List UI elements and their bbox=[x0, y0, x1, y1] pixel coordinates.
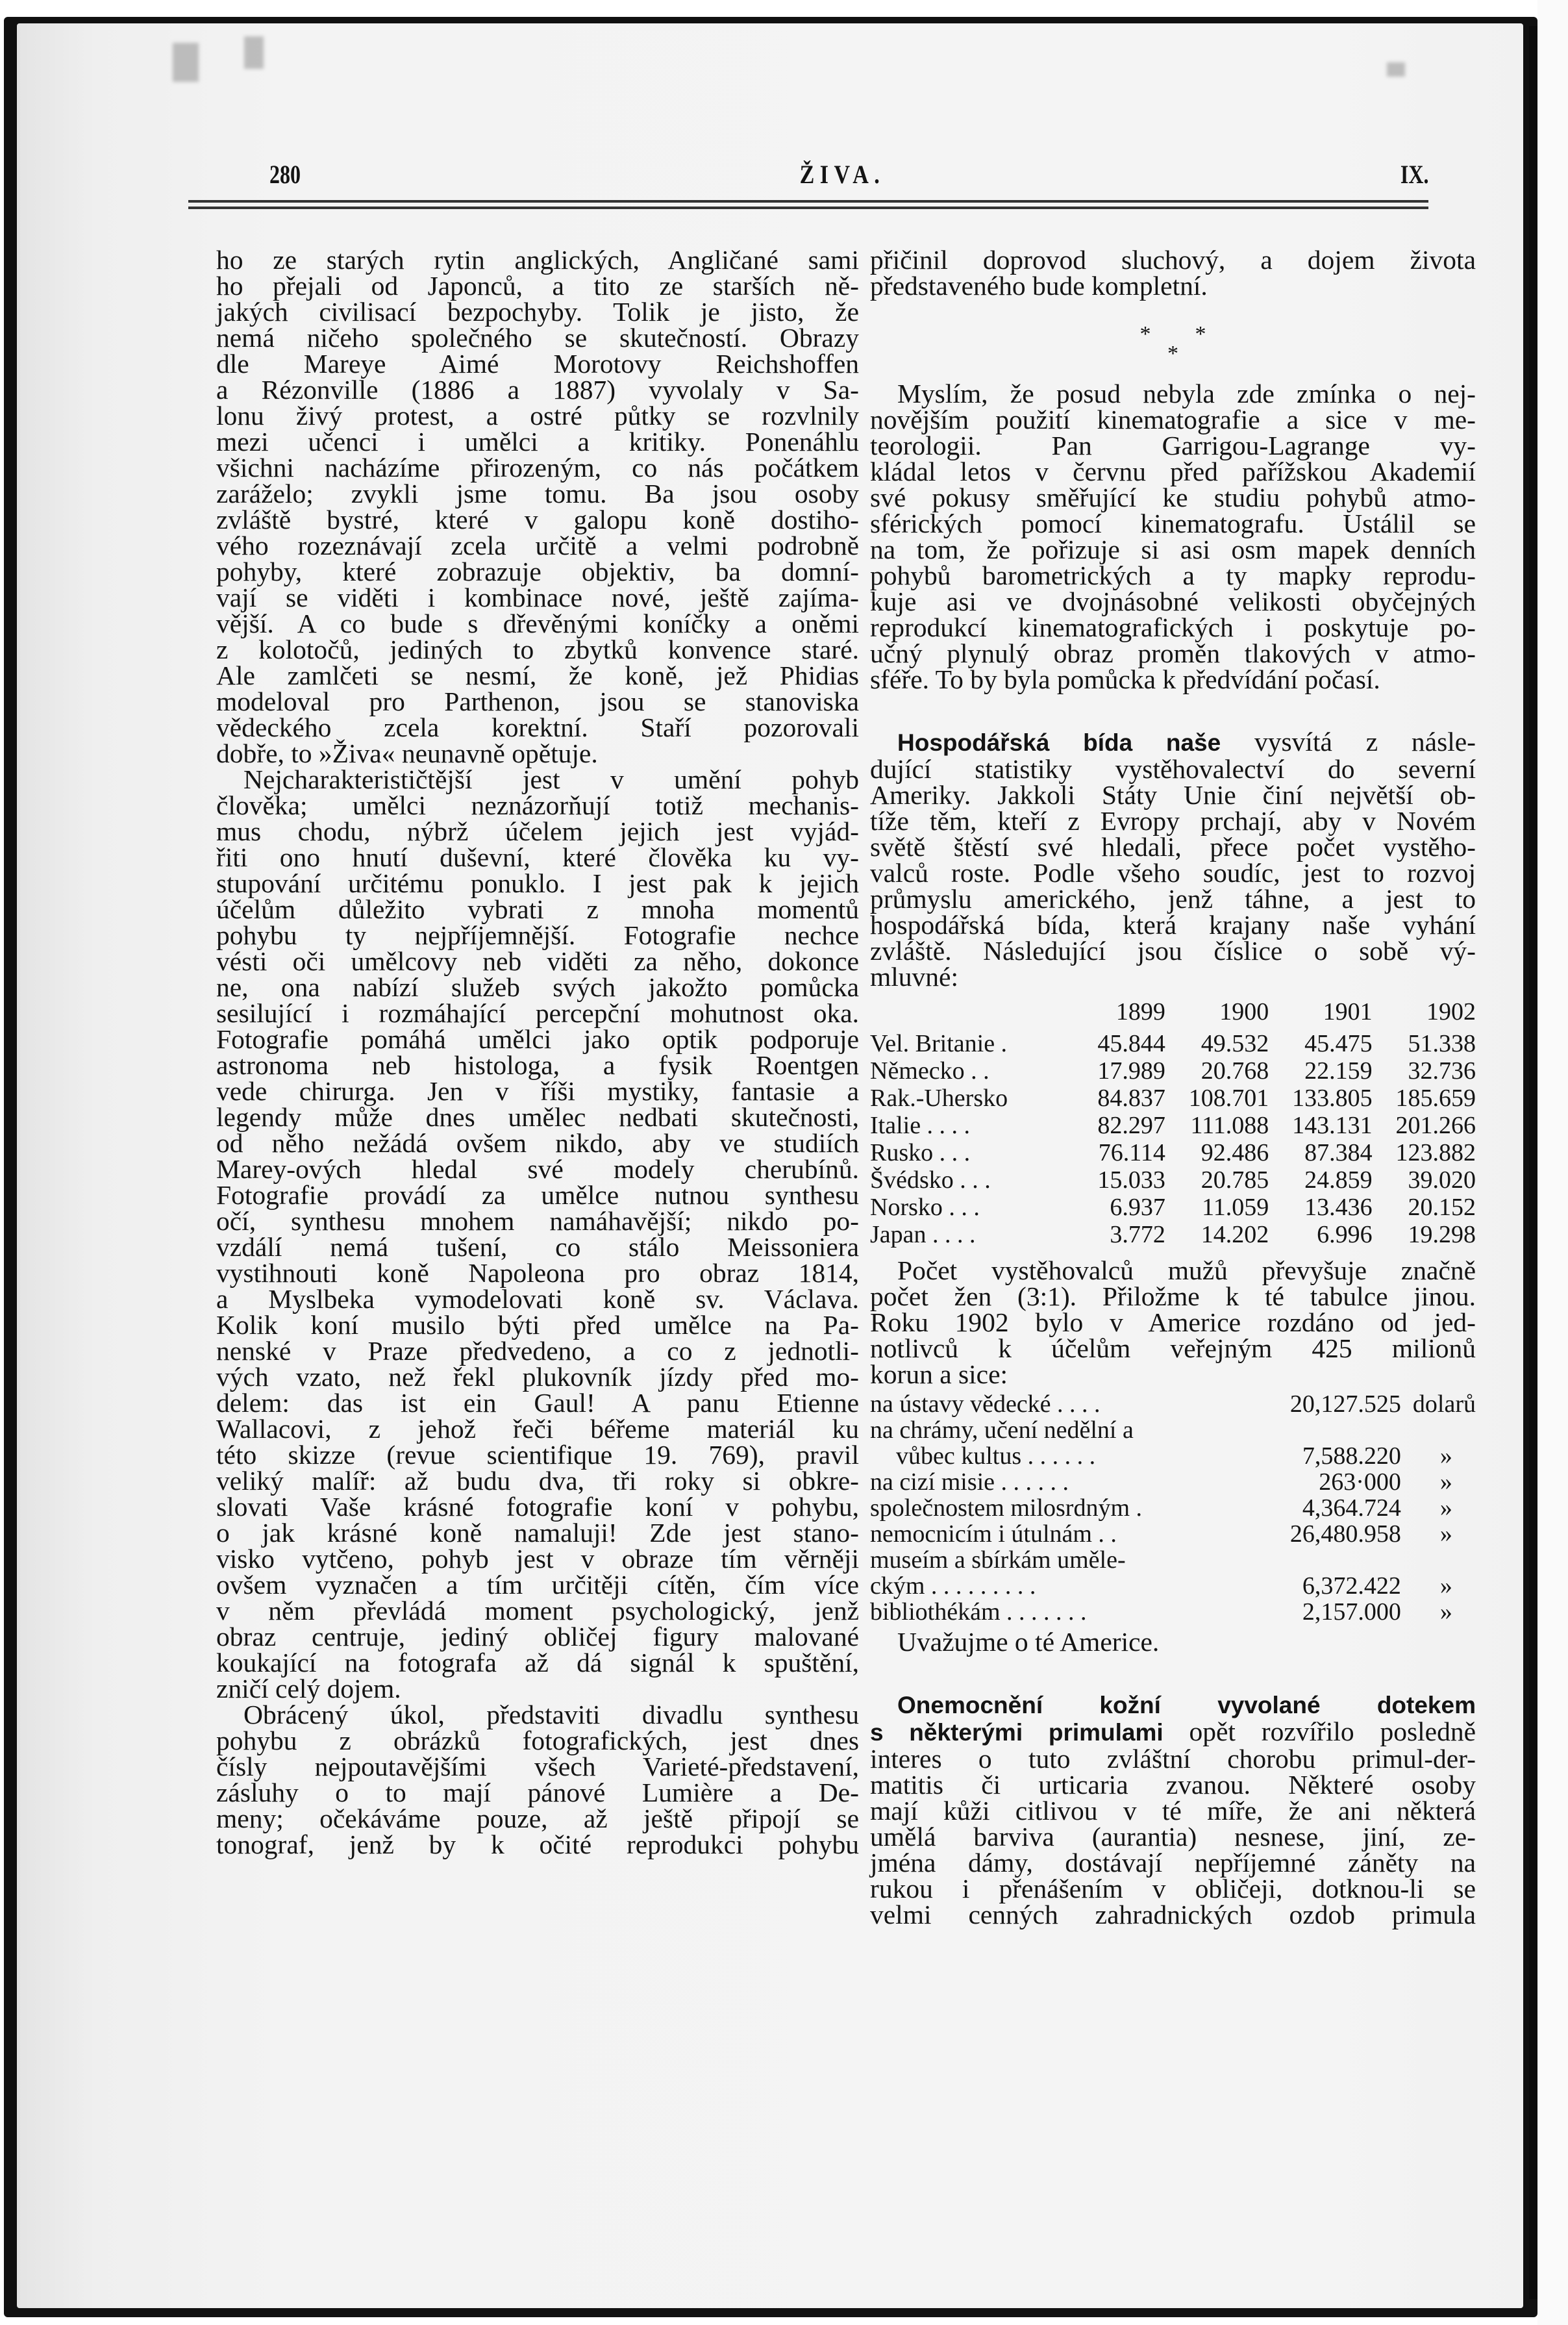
text-line: a Rézonville (1886 a 1887) vyvolaly v Sa- bbox=[216, 375, 859, 405]
donation-unit: » bbox=[1439, 1494, 1452, 1522]
text-line: vésti oči umělcovy neb viděti za něho, dokonce bbox=[216, 946, 859, 976]
donation-row bbox=[870, 1391, 1476, 1417]
closing-line: Uvažujme o té Americe. bbox=[897, 1627, 1160, 1657]
value-cell: 143.131 bbox=[1292, 1112, 1373, 1139]
value-cell: 201.266 bbox=[1395, 1112, 1476, 1139]
text-line: stupování určitému ponuklo. I jest pak k jejich bbox=[216, 868, 859, 898]
scan-blemish bbox=[244, 36, 264, 69]
table-row bbox=[870, 1139, 1476, 1166]
text-line: všichni nacházíme přirozeným, co nás počátkem bbox=[216, 453, 859, 483]
text-line: jména dámy, dostávají nepříjemné záněty na bbox=[870, 1848, 1476, 1878]
text-line: veliký malíř: až budu dva, tři roky si obkre- bbox=[216, 1466, 859, 1496]
country-cell: Švédsko . . . bbox=[870, 1166, 991, 1194]
text-line: modeloval pro Parthenon, jsou se stanoviska bbox=[216, 686, 859, 716]
text-line: průmyslu amerického, jenž táhne, a jest to bbox=[870, 884, 1476, 914]
text-line: ne, ona nabízí služeb svých jakožto pomůcka bbox=[216, 972, 859, 1002]
country-cell: Italie . . . . bbox=[870, 1112, 971, 1139]
text-line: Marey-ových hledal své modely cherubínů. bbox=[216, 1154, 859, 1184]
value-cell: 39.020 bbox=[1408, 1166, 1476, 1194]
text-line: dle Mareye Aimé Morotovy Reichshoffen bbox=[216, 349, 859, 379]
section-heading: Hospodářská bída naše bbox=[897, 729, 1221, 756]
value-cell: 22.159 bbox=[1304, 1057, 1373, 1085]
text-line: sféře. To by byla pomůcka k předvídání počasí. bbox=[870, 664, 1380, 694]
donation-amount: 26,480.958 bbox=[1289, 1520, 1401, 1548]
donations-table bbox=[870, 1391, 1476, 1625]
text-line: Ale zamlčeti se nesmí, že koně, jež Phidias bbox=[216, 660, 859, 690]
country-cell: Japan . . . . bbox=[870, 1221, 976, 1248]
text-line: počet žen (3:1). Přiložme k té tabulce jinou. bbox=[870, 1281, 1476, 1311]
text-line: pohybu ty nejpříjemnější. Fotografie nechce bbox=[216, 920, 859, 950]
text-line: světě štěstí své hledali, přece počet vystěho- bbox=[870, 832, 1476, 862]
donation-row bbox=[870, 1521, 1476, 1547]
donation-row bbox=[870, 1443, 1476, 1469]
value-cell: 82.297 bbox=[1097, 1112, 1165, 1139]
value-cell: 51.338 bbox=[1408, 1030, 1476, 1057]
text-line: dující statistiky vystěhovalectví do severní bbox=[870, 754, 1476, 784]
value-cell: 6.996 bbox=[1317, 1221, 1373, 1248]
page-number: 280 bbox=[269, 160, 301, 189]
donation-label: na cizí misie . . . . . . bbox=[870, 1468, 1069, 1496]
text-line: této skizze (revue scientifique 19. 769), pravil bbox=[216, 1440, 859, 1470]
value-cell: 20.152 bbox=[1408, 1194, 1476, 1221]
paragraph bbox=[216, 1702, 859, 1857]
donation-label: ckým . . . . . . . . . bbox=[870, 1572, 1036, 1600]
donation-label: bibliothékám . . . . . . . bbox=[870, 1598, 1087, 1626]
text-line: reprodukcí kinematografických i poskytuje po- bbox=[870, 612, 1476, 642]
donation-unit: » bbox=[1439, 1442, 1452, 1470]
value-cell: 15.033 bbox=[1097, 1166, 1165, 1194]
year-header: 1901 bbox=[1323, 998, 1373, 1025]
table-row bbox=[870, 1112, 1476, 1139]
value-cell: 45.475 bbox=[1304, 1030, 1373, 1057]
text-line: Wallacovi, z jehož řeči béřeme materiál ku bbox=[216, 1414, 859, 1444]
text-line: hospodářská bída, která krajany naše vyhání bbox=[870, 910, 1476, 940]
text-line: zvláště bystré, které v galopu koně dostiho- bbox=[216, 505, 859, 534]
country-cell: Německo . . bbox=[870, 1057, 989, 1085]
text-line: velmi cenných zahradnických ozdob primula bbox=[870, 1900, 1476, 1929]
donation-amount bbox=[1290, 1417, 1401, 1443]
value-cell: 19.298 bbox=[1408, 1221, 1476, 1248]
text-line: ho ze starých rytin anglických, Angličané sami bbox=[216, 245, 859, 275]
text-line: ovšem vyznačen a tím určitěji cítěn, čím více bbox=[216, 1570, 859, 1600]
donation-unit bbox=[1401, 1417, 1476, 1443]
donation-label: vůbec kultus . . . . . . bbox=[896, 1442, 1096, 1470]
text-line: tonograf, jenž by k očité reprodukci pohybu bbox=[216, 1829, 859, 1859]
scan-margin bbox=[1537, 0, 1568, 2325]
text-line: matitis či urticaria zvanou. Některé osoby bbox=[870, 1770, 1476, 1800]
text-line: nemá ničeho společného se skutečností. Obrazy bbox=[216, 323, 859, 353]
running-head bbox=[188, 159, 1428, 192]
country-cell: Norsko . . . bbox=[870, 1194, 980, 1221]
scan-blemish bbox=[1387, 62, 1405, 77]
donation-unit: » bbox=[1439, 1598, 1452, 1626]
text-line: sesilující i rozmáhající percepční mohutnost oka. bbox=[216, 998, 859, 1028]
text-line: visko vytčeno, pohyb jest v obraze tím věrněji bbox=[216, 1544, 859, 1574]
text-line: Ameriky. Jakkoli Státy Unie činí největší ob- bbox=[870, 780, 1476, 810]
text-line: vých vzato, než řekl plukovník jízdy před mo- bbox=[216, 1362, 859, 1392]
value-cell: 49.532 bbox=[1201, 1030, 1269, 1057]
donation-unit: » bbox=[1439, 1572, 1452, 1600]
emigration-lead-line: Hospodářská bída naše vysvítá z násle- bbox=[897, 727, 1476, 757]
text-line: mají kůži citlivou v té míře, že ani některá bbox=[870, 1796, 1476, 1826]
value-cell: 92.486 bbox=[1201, 1139, 1269, 1166]
value-cell: 14.202 bbox=[1201, 1221, 1269, 1248]
section-heading-line: s některými primulami opět rozvířilo posledně bbox=[870, 1716, 1476, 1746]
text-line: mluvné: bbox=[870, 962, 959, 992]
text-line: učný plynulý obraz proměn tlakových v atmo- bbox=[870, 638, 1476, 668]
header-double-rule bbox=[188, 200, 1428, 209]
text-line: Myslím, že posud nebyla zde zmínka o nej- bbox=[897, 379, 1476, 408]
text-line: Kolik koní musilo býti před umělce na Pa- bbox=[216, 1310, 859, 1340]
text-line: na tom, že pořizuje si asi osm mapek denních bbox=[870, 534, 1476, 564]
donation-row bbox=[870, 1547, 1476, 1573]
value-cell: 111.088 bbox=[1190, 1112, 1269, 1139]
donation-row bbox=[870, 1495, 1476, 1521]
value-cell: 3.772 bbox=[1110, 1221, 1165, 1248]
donation-amount: 6,372.422 bbox=[1302, 1572, 1401, 1600]
text-line: očí, synthesu mnohem namáhavější; nikdo po- bbox=[216, 1206, 859, 1236]
donation-label: museím a sbírkám uměle- bbox=[870, 1546, 1126, 1574]
year-header: 1900 bbox=[1219, 998, 1269, 1025]
value-cell: 11.059 bbox=[1202, 1194, 1269, 1221]
skin-disease-section bbox=[870, 1691, 1476, 1928]
value-cell: 76.114 bbox=[1098, 1139, 1165, 1166]
text-line: legendy může dnes umělec nedbati skutečnosti, bbox=[216, 1102, 859, 1132]
text-line: účelům důležito vybrati z mnoha momentů bbox=[216, 894, 859, 924]
text-line: ho přejali od Japonců, a tito ze starších ně- bbox=[216, 271, 859, 301]
donation-unit bbox=[1401, 1547, 1476, 1573]
value-cell: 20.785 bbox=[1201, 1166, 1269, 1194]
text-line: řiti ono hnutí duševní, které člověka ku vy- bbox=[216, 842, 859, 872]
text-line: vější. A co bude s dřevěnými koníčky a oněmi bbox=[216, 609, 859, 638]
country-cell: Rusko . . . bbox=[870, 1139, 971, 1166]
journal-title: ŽIVA. bbox=[799, 160, 886, 189]
text-line: zvláště. Následující jsou číslice o sobě vý- bbox=[870, 936, 1476, 966]
table-row bbox=[870, 1194, 1476, 1221]
text-line: pohyby, které zobrazuje objektiv, ba domní- bbox=[216, 557, 859, 586]
emigration-section bbox=[870, 729, 1476, 1655]
emigration-table bbox=[870, 994, 1476, 1248]
text-line: slovati Vaše krásné fotografie koní v pohybu, bbox=[216, 1492, 859, 1522]
paragraph bbox=[216, 247, 859, 766]
text-line: novějším použití kinematografie a sice v me- bbox=[870, 405, 1476, 434]
text-line: teorologii. Pan Garrigou-Lagrange vy- bbox=[870, 431, 1476, 460]
text-line: Počet vystěhovalců mužů převyšuje značně bbox=[897, 1255, 1476, 1285]
text-line: notlivců k účelům veřejným 425 milionů bbox=[870, 1333, 1476, 1363]
value-cell: 20.768 bbox=[1201, 1057, 1269, 1085]
text-line: astronoma neb histologa, a fysik Roentgen bbox=[216, 1050, 859, 1080]
text-line: pohybů barometrických a ty mapky reprodu- bbox=[870, 560, 1476, 590]
value-cell: 6.937 bbox=[1110, 1194, 1165, 1221]
table-row bbox=[870, 1030, 1476, 1057]
continuation-paragraph bbox=[870, 247, 1476, 299]
donation-unit: dolarů bbox=[1412, 1390, 1476, 1418]
text-line: Nejcharakterističtější jest v umění pohyb bbox=[243, 764, 859, 794]
text-line: valců roste. Podle všeho soudíc, jest to rozvoj bbox=[870, 858, 1476, 888]
donation-amount: 4,364.724 bbox=[1302, 1494, 1401, 1522]
text-line: vede chirurga. Jen v říši mystiky, fantasie a bbox=[216, 1076, 859, 1106]
value-cell: 108.701 bbox=[1188, 1085, 1269, 1112]
text-line: Roku 1902 bylo v Americe rozdáno od jed- bbox=[870, 1307, 1476, 1337]
donation-label: společnostem milosrdným . bbox=[870, 1494, 1143, 1522]
text-line: vědeckého zcela korektní. Staří pozorovali bbox=[216, 712, 859, 742]
year-header: 1902 bbox=[1426, 998, 1476, 1025]
donation-amount bbox=[1290, 1547, 1401, 1573]
table-row bbox=[870, 1057, 1476, 1085]
text-line: mezi učenci i umělci a kritiky. Ponenáhlu bbox=[216, 427, 859, 457]
table-row bbox=[870, 1166, 1476, 1194]
text-line: interes o tuto zvláštní chorobu primul-der- bbox=[870, 1744, 1476, 1774]
text-line: meny; očekáváme pouze, až ještě připojí se bbox=[216, 1803, 859, 1833]
text-line: pohybu z obrázků fotografických, jest dnes bbox=[216, 1726, 859, 1755]
scan-blemish bbox=[173, 43, 199, 82]
volume-number: IX. bbox=[1400, 160, 1428, 189]
donation-amount: 263·000 bbox=[1319, 1468, 1401, 1496]
country-cell: Vel. Britanie . bbox=[870, 1030, 1008, 1057]
text-line: zničí celý dojem. bbox=[216, 1674, 401, 1703]
text-line: přičinil doprovod sluchový, a dojem života bbox=[870, 245, 1476, 275]
donation-label: na ústavy vědecké . . . . bbox=[870, 1390, 1101, 1418]
text-line: sférických pomocí kinematografu. Ustálil se bbox=[870, 509, 1476, 538]
value-cell: 45.844 bbox=[1097, 1030, 1165, 1057]
donation-row bbox=[870, 1469, 1476, 1495]
left-column bbox=[216, 247, 859, 1857]
text-line: zásluhy o to mají pánové Lumière a De- bbox=[216, 1778, 859, 1807]
section-heading-line: Onemocnění kožní vyvolané dotekem bbox=[897, 1692, 1476, 1718]
text-line: jakých civilisací bezpochyby. Tolik je jisto, že bbox=[216, 297, 859, 327]
donation-amount: 7,588.220 bbox=[1302, 1442, 1401, 1470]
value-cell: 185.659 bbox=[1395, 1085, 1476, 1112]
text-line: vého rozeznávají zcela určitě a velmi podrobně bbox=[216, 531, 859, 560]
emigration-paragraph bbox=[870, 756, 1476, 990]
skin-disease-paragraph bbox=[870, 1746, 1476, 1928]
text-line: zaráželo; zvykli jsme tomu. Ba jsou osoby bbox=[216, 479, 859, 509]
text-line: o jak krásné koně namaluji! Zde jest stano- bbox=[216, 1518, 859, 1548]
donation-row bbox=[870, 1599, 1476, 1625]
value-cell: 32.736 bbox=[1408, 1057, 1476, 1085]
text-line: koukající na fotografa až dá signál k spuštění, bbox=[216, 1648, 859, 1678]
table-row bbox=[870, 1085, 1476, 1112]
left-column-text bbox=[216, 247, 859, 1857]
text-line: z kolotočů, jediných to zbytků konvence staré. bbox=[216, 635, 859, 664]
donation-row bbox=[870, 1417, 1476, 1443]
text-line: kuje asi ve dvojnásobné velikosti obyčejných bbox=[870, 586, 1476, 616]
donation-row bbox=[870, 1573, 1476, 1599]
table-header-row bbox=[870, 994, 1476, 1030]
year-header: 1899 bbox=[1115, 998, 1165, 1025]
text-line: rukou i přenášením v obličeji, dotknou-li se bbox=[870, 1874, 1476, 1904]
value-cell: 24.859 bbox=[1304, 1166, 1373, 1194]
text-line: umělá barviva (aurantia) nesnese, jiní, ze- bbox=[870, 1822, 1476, 1852]
text-line: nenské v Praze předvedeno, a co z jednotli- bbox=[216, 1336, 859, 1366]
text-line: své pokusy směřující ke studiu pohybů atmo- bbox=[870, 483, 1476, 512]
text-line: představeného bude kompletní. bbox=[870, 271, 1208, 301]
value-cell: 13.436 bbox=[1304, 1194, 1373, 1221]
value-cell: 133.805 bbox=[1292, 1085, 1373, 1112]
value-cell: 17.989 bbox=[1097, 1057, 1165, 1085]
text-line: Obrácený úkol, představiti divadlu synthesu bbox=[243, 1700, 859, 1729]
text-line: korun a sice: bbox=[870, 1359, 1008, 1389]
meteorology-paragraph bbox=[870, 381, 1476, 692]
value-cell: 84.837 bbox=[1097, 1085, 1165, 1112]
text-line: tíže těm, kteří z Evropy prchají, aby v Novém bbox=[870, 806, 1476, 836]
right-column bbox=[870, 247, 1476, 1928]
text-line: od něho nežádá ovšem nikdo, aby ve studiích bbox=[216, 1128, 859, 1158]
donation-amount: 2,157.000 bbox=[1302, 1598, 1401, 1626]
value-cell: 123.882 bbox=[1395, 1139, 1476, 1166]
paragraph bbox=[216, 766, 859, 1702]
text-line: vystihnouti koně Napoleona pro obraz 1814, bbox=[216, 1258, 859, 1288]
text-line: člověka; umělci neznázorňují totiž mechanis- bbox=[216, 790, 859, 820]
donation-unit: » bbox=[1439, 1520, 1452, 1548]
donation-amount: 20,127.525 bbox=[1289, 1390, 1401, 1418]
text-line: obraz centruje, jediný obličej figury malované bbox=[216, 1622, 859, 1652]
text-line: vzdálí nemá tušení, co stálo Meissoniera bbox=[216, 1232, 859, 1262]
donation-label: nemocnicím i útulnám . . bbox=[870, 1520, 1117, 1548]
donations-intro-paragraph bbox=[870, 1257, 1476, 1387]
section-asterism: * * * bbox=[1139, 322, 1206, 366]
donation-label: na chrámy, učení nedělní a bbox=[870, 1416, 1134, 1444]
table-row bbox=[870, 1221, 1476, 1248]
donation-unit: » bbox=[1439, 1468, 1452, 1496]
text-line: lonu živý protest, a ostré půtky se rozvlnily bbox=[216, 401, 859, 431]
text-line: mus chodu, nýbrž účelem jejich jest vyjád- bbox=[216, 816, 859, 846]
text-line: kládal letos v červnu před pařížskou Akademií bbox=[870, 457, 1476, 486]
text-line: vají se viděti i kombinace nové, ještě zajíma- bbox=[216, 583, 859, 612]
text-line: a Myslbeka vymodelovati koně sv. Václava. bbox=[216, 1284, 859, 1314]
text-line: Fotografie pomáhá umělci jako optik podporuje bbox=[216, 1024, 859, 1054]
text-line: delem: das ist ein Gaul! A panu Etienne bbox=[216, 1388, 859, 1418]
value-cell: 87.384 bbox=[1304, 1139, 1373, 1166]
text-line: dobře, to »Živa« neunavně opětuje. bbox=[216, 738, 598, 768]
text-line: v něm převládá moment psychologický, jenž bbox=[216, 1596, 859, 1626]
country-cell: Rak.-Uhersko bbox=[870, 1085, 1008, 1112]
text-line: čísly nejpoutavějšími všech Varieté-představení, bbox=[216, 1752, 859, 1781]
text-line: Fotografie provádí za umělce nutnou synthesu bbox=[216, 1180, 859, 1210]
